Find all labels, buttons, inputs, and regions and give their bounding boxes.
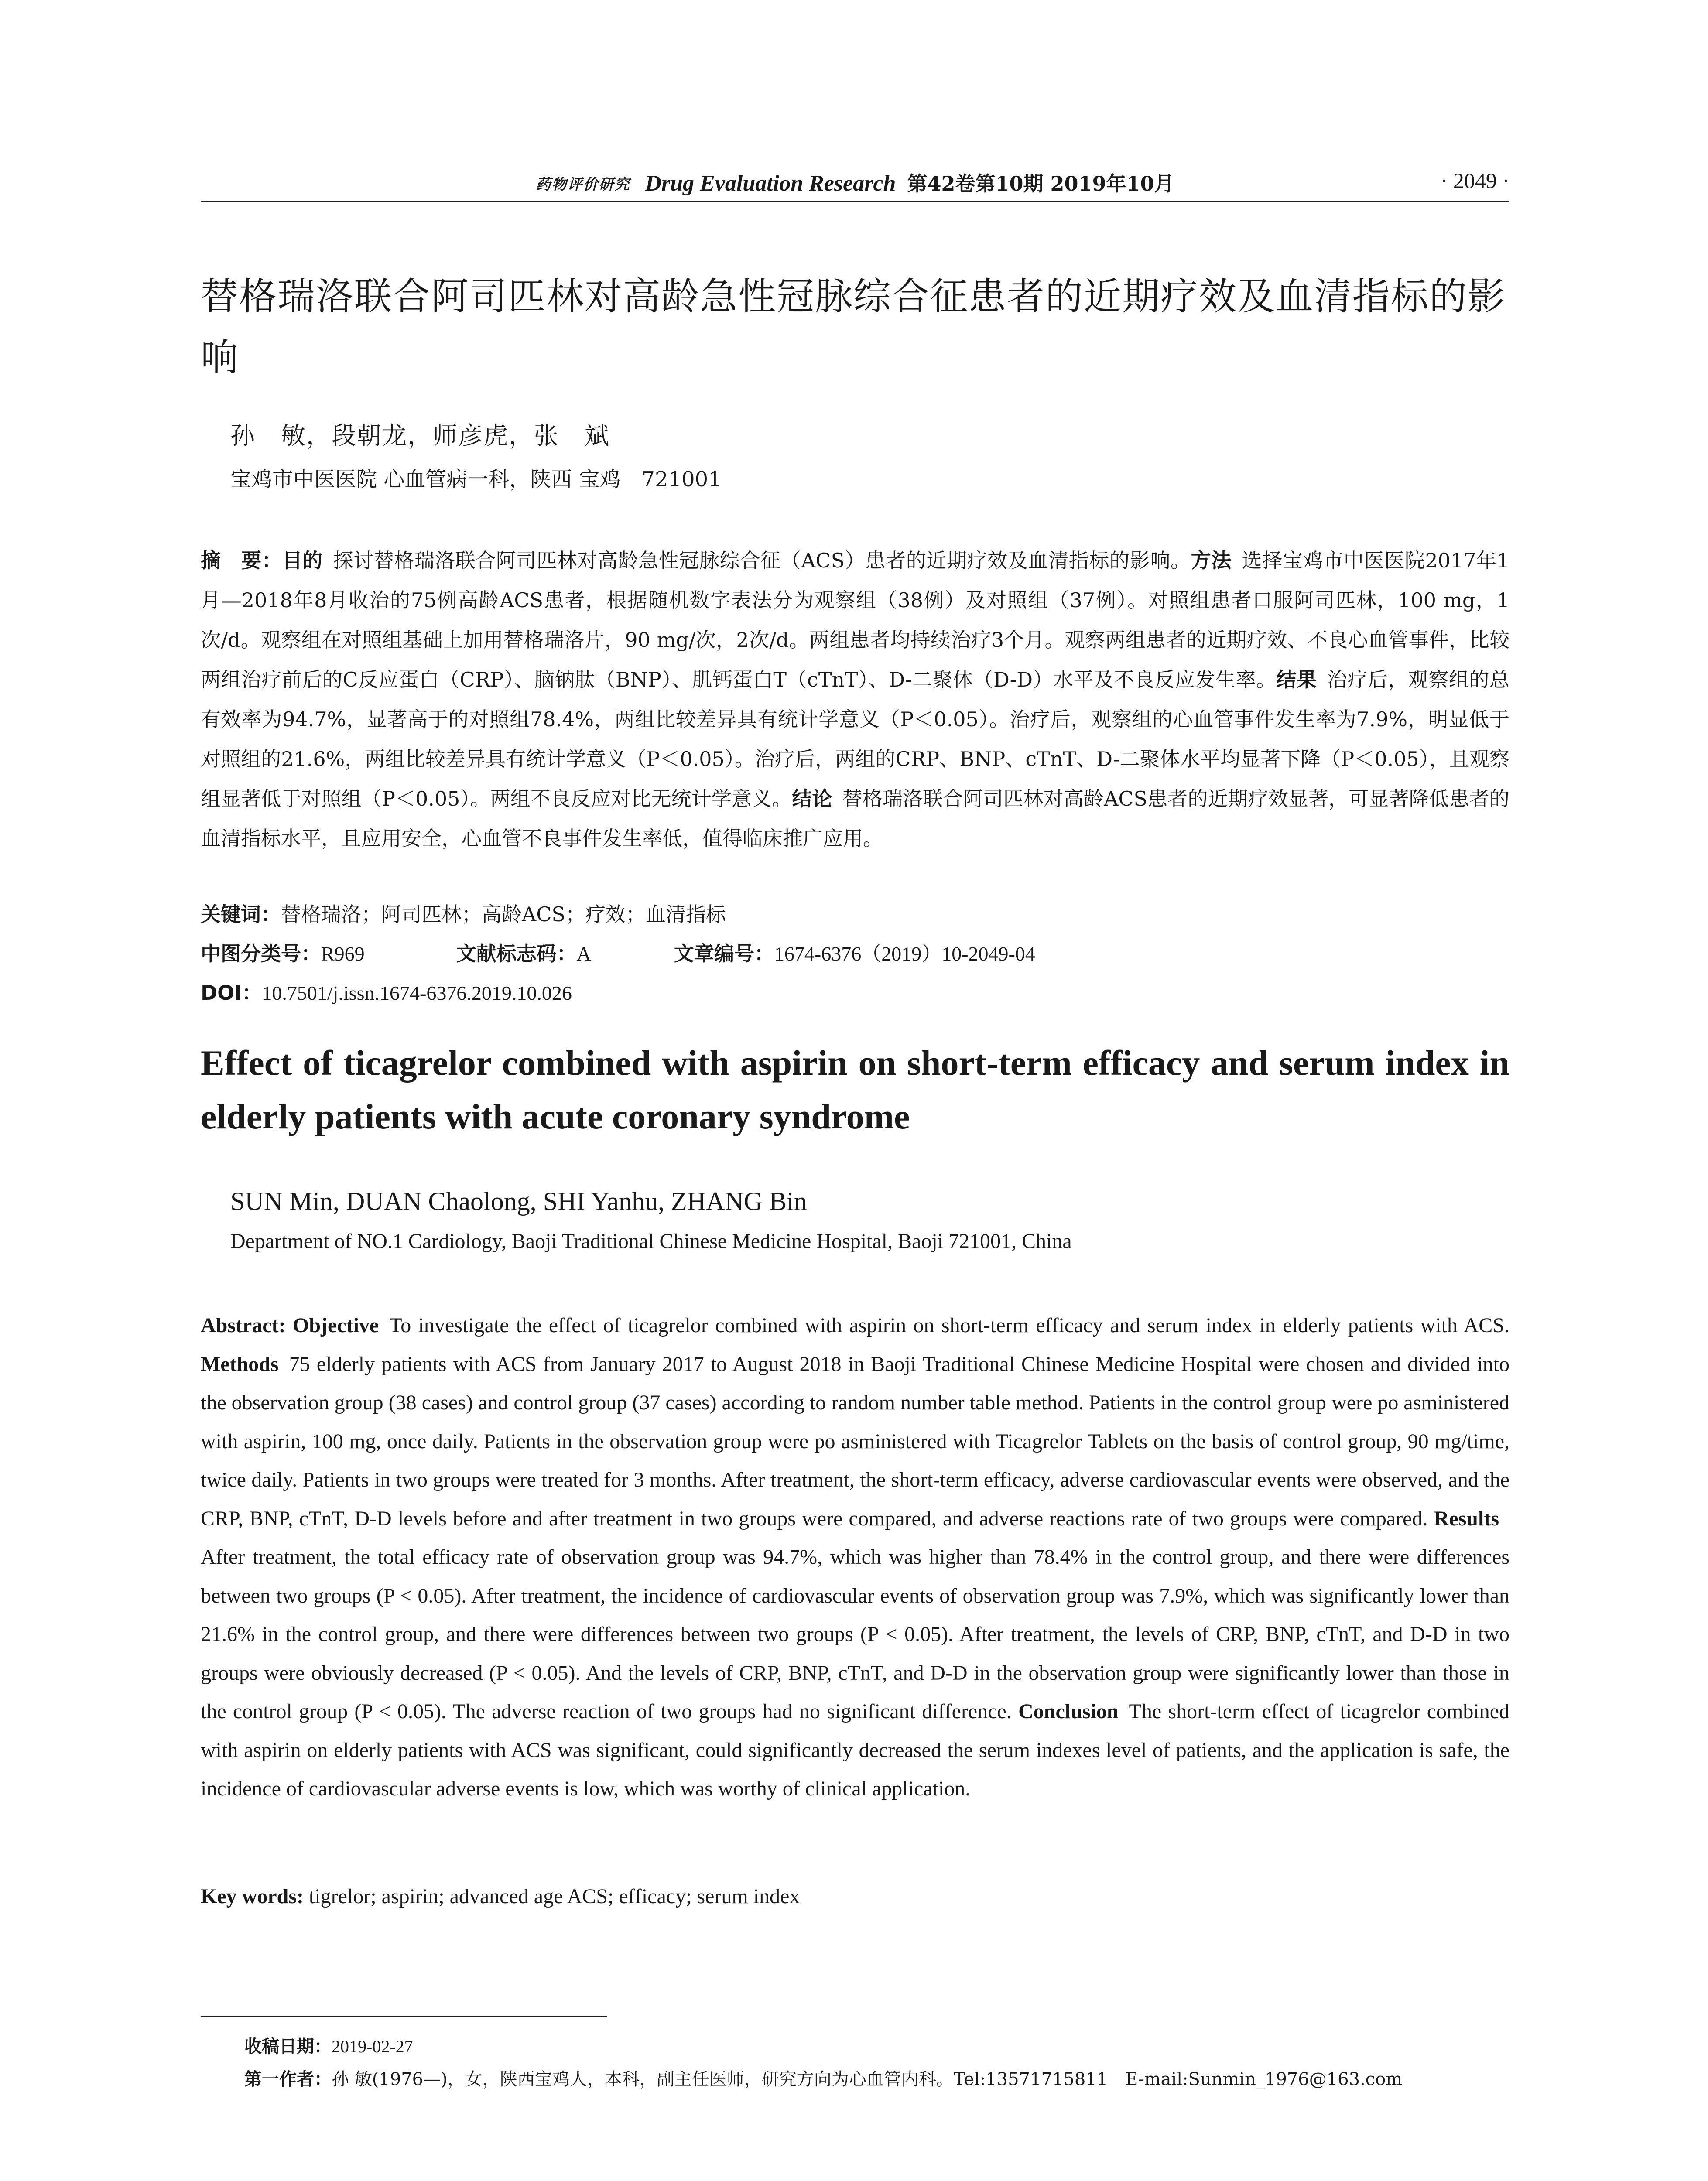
objective-text-cn: 探讨替格瑞洛联合阿司匹林对高龄急性冠脉综合征（ACS）患者的近期疗效及血清指标的影响。 — [332, 549, 1191, 572]
keywords-chinese — [201, 899, 1509, 927]
first-author-value: 孙 敏(1976—)，女，陕西宝鸡人，本科，副主任医师，研究方向为心血管内科。Tel:13571715811 E-mail:Sunmin_1976@163.com — [332, 2069, 1403, 2089]
doi-row — [201, 977, 1509, 1006]
journal-header-center — [201, 168, 1509, 197]
title-english: Effect of ticagrelor combined with aspirin on short-term efficacy and serum index in elderly patients with acute coronary syndrome — [201, 1043, 1509, 1136]
abstract-label-en: Abstract: — [201, 1314, 286, 1337]
received-value: 2019-02-27 — [332, 2037, 413, 2056]
abstract-label-cn: 摘 要： — [201, 549, 282, 572]
methods-text-en: 75 elderly patients with ACS from January 2017 to August 2018 in Baoji Traditional Chinese Medicine Hospital were chosen and divided into the observation group (38 cases) and control group (37 cases) according to random number table method. Patients in the control group were po asministered with aspirin, 100 mg, once daily. Patients in the observation group were po asministered with Ticagrelor Tablets on the basis of control group, 90 mg/time, twice daily. Patients in two groups were treated for 3 months. After treatment, the short-term efficacy, adverse cardiovascular events were observed, and the CRP, BNP, cTnT, D-D levels before and after treatment in two groups were compared, and adverse reactions rate of two groups were compared. — [201, 1352, 1509, 1530]
classification-row — [201, 938, 1509, 967]
conclusion-text-cn: 替格瑞洛联合阿司匹林对高龄ACS患者的近期疗效显著，可显著降低患者的血清指标水平，且应用安全，心血管不良事件发生率低，值得临床推广应用。 — [201, 787, 1510, 850]
clc-label: 中图分类号： — [201, 942, 321, 965]
page-number: · 2049 · — [1440, 168, 1509, 193]
keywords-label-cn: 关键词： — [201, 902, 281, 926]
footnote-first-author — [244, 2065, 1509, 2090]
journal-name-en: Drug Evaluation Research — [645, 171, 896, 196]
footnote-rule — [201, 2016, 607, 2017]
objective-label-cn: 目的 — [282, 549, 323, 572]
document-code-label: 文献标志码： — [456, 942, 577, 965]
title-chinese: 替格瑞洛联合阿司匹林对高龄急性冠脉综合征患者的近期疗效及血清指标的影响 — [201, 275, 1506, 379]
methods-label-cn: 方法 — [1191, 549, 1232, 572]
article-number-label: 文章编号： — [674, 942, 774, 965]
results-text-en: After treatment, the total efficacy rate of observation group was 94.7%, which was higher than 78.4% in the control group, and there were differences between two groups (P < 0.05). After treatment, the incidence of cardiovascular events of observation group was 7.9%, which was significantly lower than 21.6% in the control group, and there were differences between two groups (P < 0.05). After treatment, the levels of CRP, BNP, cTnT, and D-D in two groups were obviously decreased (P < 0.05). And the levels of CRP, BNP, cTnT, and D-D in the observation group were significantly lower than those in the control group (P < 0.05). The adverse reaction of two groups had no significant difference. — [201, 1545, 1509, 1723]
objective-label-en: Objective — [292, 1314, 379, 1337]
methods-text-cn: 选择宝鸡市中医医院2017年1月—2018年8月收治的75例高龄ACS患者，根据随机数字表法分为观察组（38例）及对照组（37例）。对照组患者口服阿司匹林，100 mg，1次/d。观察组在对照组基础上加用替格瑞洛片，90 mg/次，2次/d。两组患者均持续治疗3个月。观察两组患者的近期疗效、不良心血管事件，比较两组治疗前后的C反应蛋白（CRP）、脑钠肽（BNP）、肌钙蛋白T（cTnT）、D-二聚体（D-D）水平及不良反应发生率。 — [201, 549, 1509, 691]
journal-logo: 药物评价研究 — [536, 176, 630, 193]
methods-label-en: Methods — [201, 1352, 279, 1376]
running-header — [201, 168, 1509, 198]
doi-label: DOI： — [201, 981, 262, 1005]
keywords-value-en: tigrelor; aspirin; advanced age ACS; efficacy; serum index — [308, 1885, 800, 1908]
first-author-label: 第一作者： — [244, 2069, 332, 2089]
article-number-value: 1674-6376（2019）10-2049-04 — [774, 943, 1035, 965]
objective-text-en: To investigate the effect of ticagrelor combined with aspirin on short-term efficacy and serum index in elderly patients with ACS. — [389, 1314, 1510, 1337]
results-text-cn: 治疗后，观察组的总有效率为94.7%，显著高于的对照组78.4%，两组比较差异具有统计学意义（P＜0.05）。治疗后，观察组的心血管事件发生率为7.9%，明显低于对照组的21.6%，两组比较差异具有统计学意义（P＜0.05）。治疗后，两组的CRP、BNP、cTnT、D-二聚体水平均显著下降（P＜0.05），且观察组显著低于对照组（P＜0.05）。两组不良反应对比无统计学意义。 — [201, 668, 1510, 810]
conclusion-text-en: The short-term effect of ticagrelor combined with aspirin on elderly patients with ACS was significant, could significantly decreased the serum indexes level of patients, and the application is safe, the incidence of cardiovascular adverse events is low, which was worthy of clinical application. — [201, 1700, 1510, 1800]
document-code-value: A — [576, 943, 591, 965]
abstract-english — [201, 1306, 1509, 1808]
keywords-label-en: Key words: — [201, 1885, 304, 1908]
results-label-en: Results — [1434, 1507, 1499, 1530]
keywords-english — [201, 1884, 1509, 1908]
header-rule — [201, 201, 1509, 202]
keywords-value-cn: 替格瑞洛；阿司匹林；高龄ACS；疗效；血清指标 — [281, 902, 726, 926]
received-label: 收稿日期： — [244, 2037, 332, 2057]
abstract-chinese — [201, 541, 1509, 858]
affiliation-english: Department of NO.1 Cardiology, Baoji Traditional Chinese Medicine Hospital, Baoji 721001, China — [230, 1230, 1072, 1253]
results-label-cn: 结果 — [1276, 668, 1317, 691]
conclusion-label-cn: 结论 — [792, 787, 832, 810]
doi-value: 10.7501/j.issn.1674-6376.2019.10.026 — [262, 982, 572, 1004]
affiliation-chinese: 宝鸡市中医医院 心血管病一科，陕西 宝鸡 721001 — [230, 467, 722, 492]
authors-chinese: 孙 敏，段朝龙，师彦虎，张 斌 — [230, 422, 610, 450]
conclusion-label-en: Conclusion — [1018, 1700, 1119, 1723]
issue-info: 第42卷第10期 2019年10月 — [907, 172, 1174, 195]
clc-value: R969 — [321, 943, 365, 965]
footnote-received — [244, 2033, 1509, 2058]
authors-english: SUN Min, DUAN Chaolong, SHI Yanhu, ZHANG Bin — [230, 1187, 807, 1216]
